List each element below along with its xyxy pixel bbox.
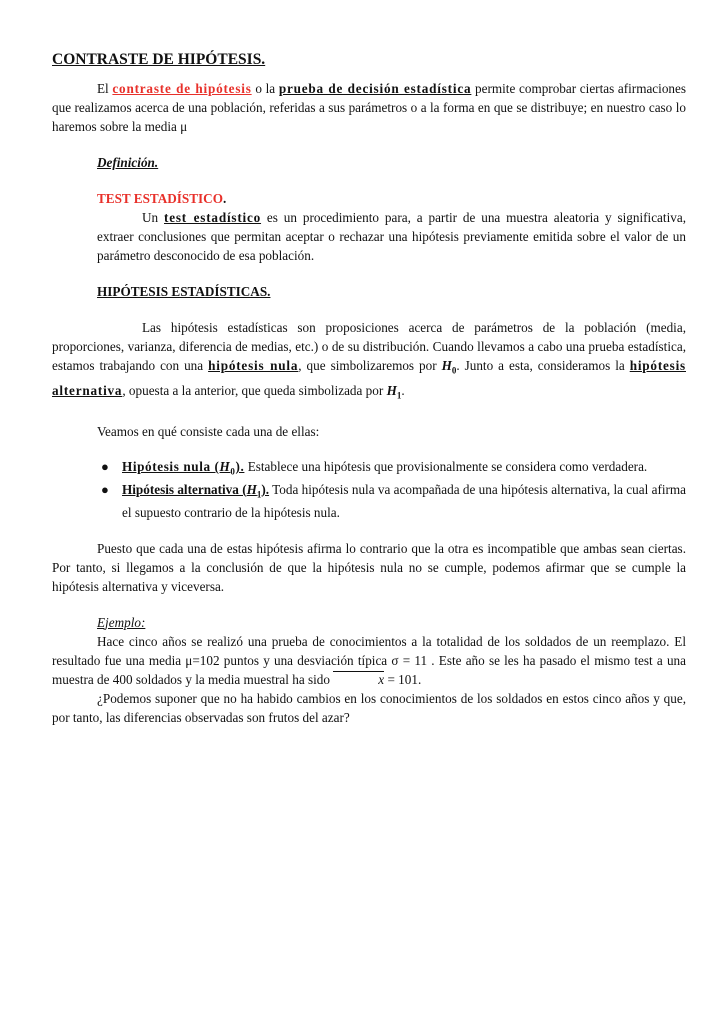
- hipotesis-heading: [97, 282, 686, 301]
- ejemplo-label: Ejemplo:: [97, 614, 146, 630]
- hipotesis-text-3: . Junto a esta, consideramos la: [456, 358, 630, 373]
- veamos-paragraph: Veamos en qué consiste cada una de ellas:: [97, 424, 320, 440]
- test-heading: [97, 189, 686, 208]
- pregunta-paragraph: ¿Podemos suponer que no ha habido cambios en los conocimientos de los soldados en estos cinco años y que, por tanto, las diferencias observadas son frutos del azar?: [52, 690, 686, 725]
- sample-mean-value: = 101: [384, 671, 418, 687]
- term-hipotesis-nula: hipótesis nula: [208, 358, 299, 373]
- bullet-label-close: ).: [261, 481, 270, 497]
- symbol-h: H: [246, 481, 257, 497]
- test-heading-label: TEST ESTADÍSTICO: [97, 191, 223, 206]
- ejemplo-paragraph: [52, 632, 686, 689]
- symbol-sub-1: 1: [396, 390, 402, 401]
- definicion-label: Definición.: [97, 155, 159, 170]
- test-heading-dot: .: [222, 191, 227, 206]
- bullet-icon: ●: [101, 459, 109, 475]
- bullet-icon: ●: [101, 481, 109, 497]
- puesto-paragraph: Puesto que cada una de estas hipótesis afirma lo contrario que la otra es incompatible que ambas sean ciertas. Por tanto, si llegamos a la conclusión de que la hipótesis nula no se cumple, podemos afirmar que se cumple la hipótesis alternativa y viceversa.: [52, 540, 686, 594]
- ejemplo-heading: [97, 613, 686, 632]
- hipotesis-text-2: , que simbolizaremos por: [298, 358, 442, 373]
- symbol-h: H: [386, 382, 397, 398]
- definicion-heading: [97, 153, 686, 172]
- term-hipotesis-alternativa: hipótesis alternativa: [52, 358, 686, 398]
- ejemplo-text-2: .: [417, 671, 422, 687]
- bullet-label: Hipótesis alternativa (: [122, 481, 247, 497]
- term-prueba-decision: prueba de decisión estadística: [278, 81, 472, 96]
- bullet-label: Hipótesis nula (: [122, 459, 220, 475]
- symbol-sub: 1: [256, 489, 262, 500]
- intro-text-3: permite comprobar ciertas afirmaciones que realizamos acerca de una población, referidas a sus parámetros o a la forma en que se distribuye; en nuestro caso lo haremos sobre la media μ: [52, 81, 686, 134]
- list-item: [97, 458, 686, 481]
- symbol-h: H: [441, 358, 452, 373]
- list-item: [97, 481, 686, 522]
- bullet-label-close: ).: [235, 459, 245, 475]
- ejemplo-text-1: Hace cinco años se realizó una prueba de conocimientos a la totalidad de los soldados de un reemplazo. El resultado fue una media μ=102 puntos y una desviación típica σ = 11 . Este año se les ha pasado el mismo test a una muestra de 400 soldados y la media muestral ha sido: [52, 633, 686, 687]
- hipotesis-text-4: , opuesta a la anterior, que queda simbolizada por: [122, 382, 387, 398]
- document-page: [52, 50, 686, 727]
- hipotesis-text-5: .: [401, 382, 405, 398]
- term-contraste-hipotesis: contraste de hipótesis: [112, 81, 252, 96]
- hypothesis-list: [97, 458, 686, 521]
- intro-text-1: El: [97, 81, 113, 96]
- hipotesis-text-1: Las hipótesis estadísticas son proposiciones acerca de parámetros de la población (media, proporciones, varianza, diferencia de medias, etc.) o de su distribución. Cuando llevamos a cabo una prueba estadística, estamos trabajando con una: [52, 320, 686, 373]
- intro-paragraph: [52, 79, 686, 136]
- intro-text-2: o la: [251, 81, 279, 96]
- term-test-estadistico: test estadístico: [164, 210, 262, 225]
- hipotesis-heading-label: HIPÓTESIS ESTADÍSTICAS.: [97, 284, 271, 299]
- symbol-sub: 0: [230, 466, 236, 477]
- bullet-text: Toda hipótesis nula va acompañada de una hipótesis alternativa, la cual afirma el supuesto contrario de la hipótesis nula.: [122, 481, 686, 520]
- test-text-2: es un procedimiento para, a partir de una muestra aleatoria y significativa, extraer conclusiones que permitan aceptar o rechazar una hipótesis previamente emitida sobre el valor de un parámetro desconocido de esa población.: [97, 210, 686, 263]
- symbol-sub-0: 0: [451, 365, 457, 376]
- test-paragraph: [97, 208, 686, 265]
- bullet-text: Establece una hipótesis que provisionalmente se considera como verdadera.: [244, 459, 648, 475]
- hipotesis-paragraph: [52, 318, 686, 405]
- page-title: CONTRASTE DE HIPÓTESIS.: [52, 51, 266, 68]
- test-text-1: Un: [142, 210, 164, 225]
- symbol-h: H: [219, 459, 231, 475]
- sample-mean-symbol: x: [333, 670, 384, 689]
